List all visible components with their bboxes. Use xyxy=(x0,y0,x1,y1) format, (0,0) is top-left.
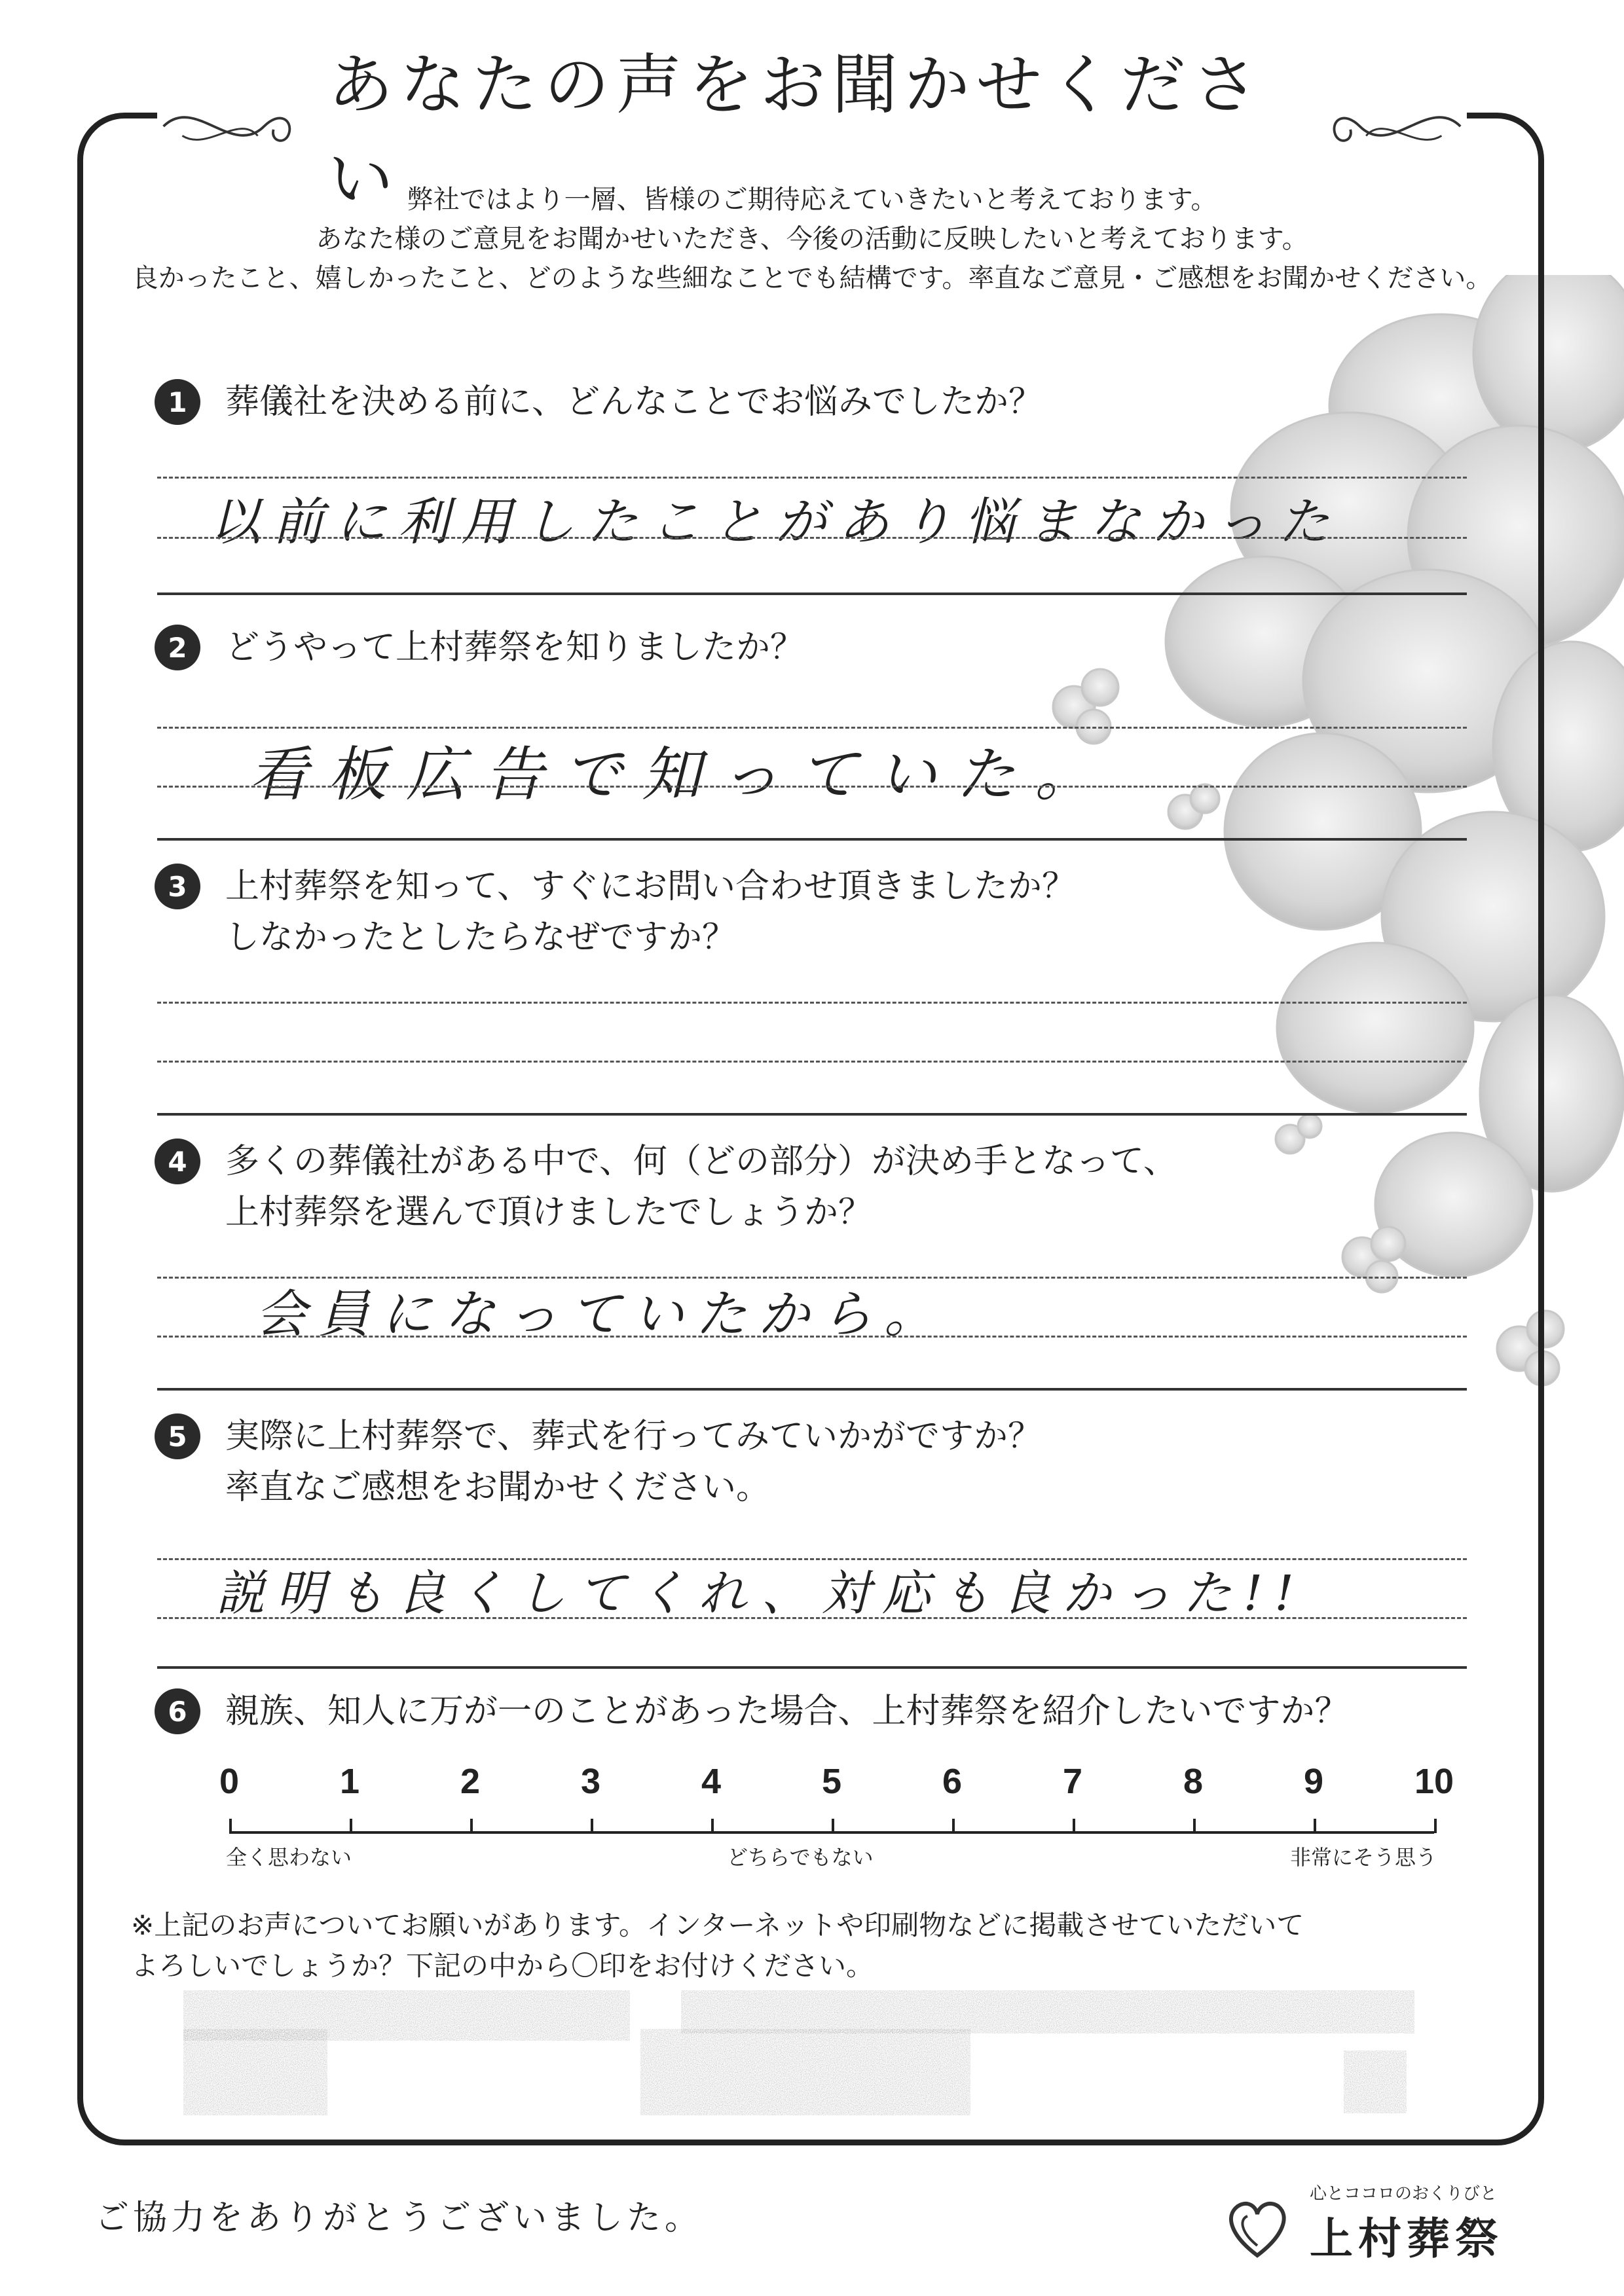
question-line: 葬儀社を決める前に、どんなことでお悩みでしたか？ xyxy=(225,382,1043,422)
scale-tick-label[interactable]: 10 xyxy=(1414,1762,1454,1801)
section-divider xyxy=(157,592,1467,595)
brand-name: 上村葬祭 xyxy=(1310,2214,1504,2264)
answer-dotted-line xyxy=(157,1061,1467,1063)
scale-tick-label[interactable]: 5 xyxy=(821,1762,842,1801)
scale-tick-label[interactable]: 4 xyxy=(701,1762,722,1801)
answer-5[interactable]: 説明も良くしてくれ、対応も良かった!! xyxy=(216,1565,1306,1622)
question-text xyxy=(225,861,1076,963)
section-divider xyxy=(157,838,1467,841)
intro-line: 弊社ではより一層、皆様のご期待応えていきたいと考えております。 xyxy=(407,185,1217,215)
scale-tick[interactable] xyxy=(229,1819,232,1833)
note-line: よろしいでしょうか？下記の中から〇印をお付けください。 xyxy=(131,1950,874,1982)
question-line: どうやって上村葬祭を知りましたか？ xyxy=(225,628,805,667)
answer-4[interactable]: 会員になっていたから。 xyxy=(255,1285,948,1344)
answer-dotted-line xyxy=(157,1002,1467,1004)
scale-tick-label[interactable]: 2 xyxy=(460,1762,481,1801)
question-line: しなかったとしたらなぜですか？ xyxy=(225,918,737,957)
question-line: 上村葬祭を知って、すぐにお問い合わせ頂きましたか？ xyxy=(225,867,1076,906)
answer-dotted-line xyxy=(157,537,1467,539)
question-text xyxy=(225,622,804,673)
intro-line: 良かったこと、嬉しかったこと、どのような些細なことでも結構です。率直なご意見・ご感想をお聞かせください。 xyxy=(132,263,1492,293)
section-divider xyxy=(157,1666,1467,1669)
scale-tick[interactable] xyxy=(1073,1819,1075,1833)
question-line: 多くの葬儀社がある中で、何（どの部分）が決め手となって、 xyxy=(225,1142,1177,1181)
heart-logo-icon xyxy=(1218,2187,1297,2265)
section-divider xyxy=(157,1113,1467,1116)
question-2 xyxy=(155,622,804,673)
question-text xyxy=(225,376,1043,428)
scale-mid-label: どちらでもない xyxy=(727,1845,874,1870)
scale-tick-label[interactable]: 6 xyxy=(942,1762,963,1801)
scale-tick[interactable] xyxy=(832,1819,834,1833)
intro-line: あなた様のご意見をお聞かせいただき、今後の活動に反映したいと考えております。 xyxy=(316,224,1308,254)
flourish-left-icon xyxy=(157,87,302,166)
question-number: 5 xyxy=(155,1413,200,1459)
scale-tick-label[interactable]: 9 xyxy=(1303,1762,1324,1801)
flourish-right-icon xyxy=(1322,87,1467,166)
scale-tick[interactable] xyxy=(350,1819,352,1833)
scale-tick[interactable] xyxy=(1314,1819,1316,1833)
scale-tick[interactable] xyxy=(470,1819,473,1833)
question-5 xyxy=(155,1411,1042,1513)
footer-thanks: ご協力をありがとうございました。 xyxy=(95,2198,703,2238)
scale-tick-label[interactable]: 8 xyxy=(1183,1762,1204,1801)
answer-dotted-line xyxy=(157,1336,1467,1338)
answer-1[interactable]: 以前に利用したことがあり悩まなかった xyxy=(210,493,1342,552)
scale-tick[interactable] xyxy=(711,1819,714,1833)
redacted-options xyxy=(183,1990,1414,2121)
question-number: 1 xyxy=(155,379,200,425)
brand-logo xyxy=(1218,2180,1519,2265)
scale-tick-label[interactable]: 0 xyxy=(219,1762,240,1801)
question-number: 6 xyxy=(155,1688,200,1734)
answer-dotted-line xyxy=(157,786,1467,788)
answer-2[interactable]: 看板広告で知っていた。 xyxy=(249,740,1113,809)
intro-text xyxy=(98,180,1526,298)
consent-note xyxy=(131,1905,1304,1986)
scale-low-label: 全く思わない xyxy=(226,1845,352,1870)
question-text xyxy=(225,1411,1042,1513)
question-4 xyxy=(155,1136,1177,1238)
question-number: 4 xyxy=(155,1139,200,1184)
section-divider xyxy=(157,1388,1467,1391)
question-3 xyxy=(155,861,1076,963)
question-line: 親族、知人に万が一のことがあった場合、上村葬祭を紹介したいですか？ xyxy=(225,1692,1349,1731)
scale-tick[interactable] xyxy=(952,1819,955,1833)
question-6 xyxy=(155,1686,1348,1737)
scale-tick[interactable] xyxy=(591,1819,593,1833)
scale-tick-label[interactable]: 1 xyxy=(339,1762,360,1801)
question-text xyxy=(225,1136,1177,1238)
scale-high-label: 非常にそう思う xyxy=(1290,1845,1437,1870)
question-line: 実際に上村葬祭で、葬式を行ってみていかがですか？ xyxy=(225,1417,1042,1456)
page-title: あなたの声をお聞かせください xyxy=(327,46,1264,217)
question-1 xyxy=(155,376,1043,428)
brand-tagline: 心とココロのおくりびと xyxy=(1310,2184,1498,2204)
question-number: 2 xyxy=(155,625,200,670)
answer-dotted-line xyxy=(157,477,1467,479)
scale-tick-label[interactable]: 7 xyxy=(1062,1762,1083,1801)
scale-tick[interactable] xyxy=(1193,1819,1196,1833)
question-line: 率直なご感想をお聞かせください。 xyxy=(225,1468,771,1507)
note-line: ※上記のお声についてお願いがあります。インターネットや印刷物などに掲載させていただいて xyxy=(131,1909,1304,1941)
question-number: 3 xyxy=(155,864,200,909)
scale-tick[interactable] xyxy=(1434,1819,1437,1833)
question-text xyxy=(225,1686,1348,1737)
answer-dotted-line xyxy=(157,1617,1467,1619)
question-line: 上村葬祭を選んで頂けましたでしょうか？ xyxy=(225,1193,873,1232)
scale-tick-label[interactable]: 3 xyxy=(580,1762,601,1801)
